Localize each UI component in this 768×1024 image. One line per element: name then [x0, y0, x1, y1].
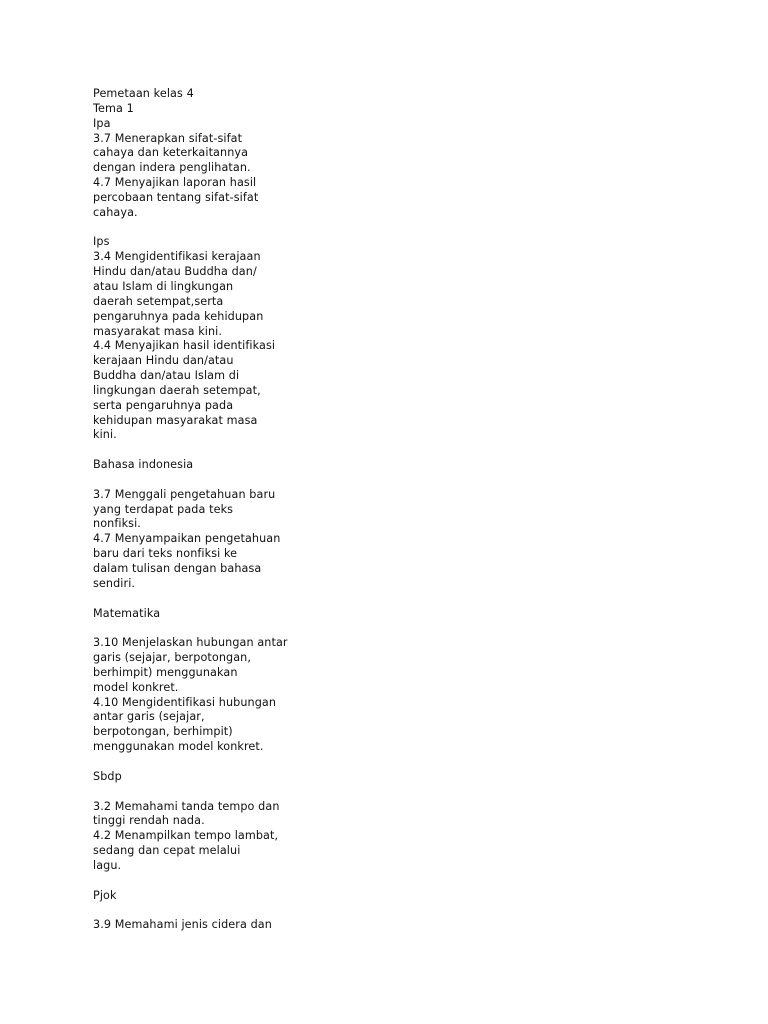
text-line: masyarakat masa kini.: [93, 324, 223, 338]
text-line: Ipa: [93, 116, 111, 130]
text-line: 3.7 Menggali pengetahuan baru: [93, 487, 276, 501]
text-line: Tema 1: [93, 101, 134, 115]
text-line: berhimpit) menggunakan: [93, 665, 238, 679]
text-line: 3.9 Memahami jenis cidera dan: [93, 918, 272, 932]
blank-line: [93, 785, 393, 800]
text-line: Pjok: [93, 888, 117, 902]
text-line: kehidupan masyarakat masa: [93, 413, 258, 427]
blank-line: [93, 621, 393, 636]
text-line: berpotongan, berhimpit): [93, 725, 233, 739]
text-line: Hindu dan/atau Buddha dan/: [93, 265, 257, 279]
text-line: Matematika: [93, 606, 161, 620]
text-line: 4.7 Menyajikan laporan hasil: [93, 176, 257, 190]
text-line: 4.7 Menyampaikan pengetahuan: [93, 532, 281, 546]
blank-line: [93, 755, 393, 770]
text-line: atau Islam di lingkungan: [93, 279, 234, 293]
text-line: lagu.: [93, 858, 122, 872]
text-line: Pemetaan kelas 4: [93, 87, 194, 100]
text-line: dalam tulisan dengan bahasa: [93, 562, 262, 575]
text-line: Buddha dan/atau Islam di: [93, 369, 240, 383]
blank-line: [93, 221, 393, 236]
blank-line: [93, 443, 393, 458]
text-line: tinggi rendah nada.: [93, 814, 205, 828]
text-line: percobaan tentang sifat-sifat: [93, 190, 259, 204]
text-line: cahaya dan keterkaitannya: [93, 146, 249, 160]
text-line: kerajaan Hindu dan/atau: [93, 354, 234, 368]
text-line: cahaya.: [93, 205, 138, 219]
text-line: dengan indera penglihatan.: [93, 161, 251, 175]
text-line: Sbdp: [93, 769, 122, 783]
text-line: sedang dan cepat melalui: [93, 844, 241, 858]
text-line: daerah setempat,serta: [93, 294, 224, 308]
text-line: Ips: [93, 235, 110, 249]
text-line: garis (sejajar, berpotongan,: [93, 651, 252, 665]
text-line: kini.: [93, 428, 117, 442]
text-line: 3.4 Mengidentifikasi kerajaan: [93, 250, 261, 264]
text-line: baru dari teks nonfiksi ke: [93, 547, 238, 561]
blank-line: [93, 592, 393, 607]
text-line: 3.2 Memahami tanda tempo dan: [93, 799, 280, 813]
text-line: 4.10 Mengidentifikasi hubungan: [93, 695, 277, 709]
text-line: 4.4 Menyajikan hasil identifikasi: [93, 339, 276, 353]
text-line: model konkret.: [93, 680, 179, 694]
text-line: sendiri.: [93, 576, 136, 590]
text-line: pengaruhnya pada kehidupan: [93, 309, 264, 323]
text-line: lingkungan daerah setempat,: [93, 383, 261, 397]
blank-line: [93, 903, 393, 918]
blank-line: [93, 473, 393, 488]
text-line: nonfiksi.: [93, 517, 141, 531]
text-line: Bahasa indonesia: [93, 458, 194, 472]
text-line: antar garis (sejajar,: [93, 710, 205, 724]
text-line: 3.10 Menjelaskan hubungan antar: [93, 636, 288, 650]
text-line: yang terdapat pada teks: [93, 502, 234, 516]
text-line: 3.7 Menerapkan sifat-sifat: [93, 131, 243, 145]
blank-line: [93, 874, 393, 889]
text-line: 4.2 Menampilkan tempo lambat,: [93, 829, 279, 843]
text-line: menggunakan model konkret.: [93, 740, 264, 754]
text-line: serta pengaruhnya pada: [93, 398, 234, 412]
document-text: [93, 87, 393, 933]
